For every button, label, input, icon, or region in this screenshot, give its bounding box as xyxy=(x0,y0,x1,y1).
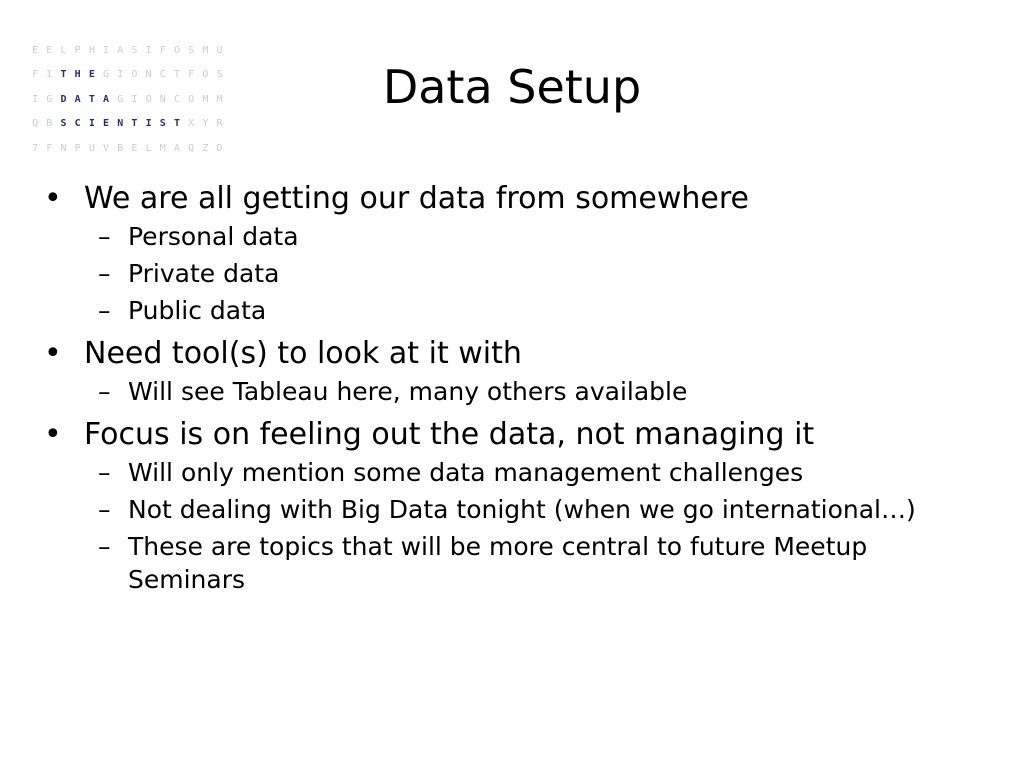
logo-letter: T xyxy=(88,93,95,105)
logo-row xyxy=(28,136,228,161)
logo-letter: Q xyxy=(32,118,39,130)
sub-bullet-item xyxy=(84,220,964,253)
logo-letter: E xyxy=(103,118,110,130)
logo-letter: I xyxy=(88,118,95,130)
bullet-list xyxy=(0,178,1024,596)
sub-bullet-item xyxy=(84,294,964,327)
logo-letter: O xyxy=(202,69,209,81)
logo-letter: A xyxy=(117,44,124,56)
logo-letter: C xyxy=(173,93,180,105)
logo-letter: T xyxy=(60,69,67,81)
sub-bullet-text: These are topics that will be more central to future Meetup Seminars xyxy=(128,532,868,594)
logo-letter: N xyxy=(117,118,124,130)
logo-letter: M xyxy=(159,142,166,154)
logo-letter: E xyxy=(88,69,95,81)
sub-bullet-marker: – xyxy=(98,532,111,561)
bullet-text: Focus is on feeling out the data, not managing it xyxy=(84,417,815,452)
logo-letter: D xyxy=(60,93,67,105)
sub-bullet-marker: – xyxy=(98,458,111,487)
logo-letter: U xyxy=(216,44,223,56)
sub-bullet-text: Personal data xyxy=(128,222,299,251)
logo-letter: S xyxy=(159,118,166,130)
logo-letter: C xyxy=(159,69,166,81)
sub-bullet-marker: – xyxy=(98,495,111,524)
logo-letter: Y xyxy=(202,118,209,130)
logo-letter: L xyxy=(60,44,67,56)
sub-bullet-text: Not dealing with Big Data tonight (when we go international…) xyxy=(128,495,916,524)
logo-letter: S xyxy=(216,69,223,81)
sub-bullet-text: Will see Tableau here, many others available xyxy=(128,377,688,406)
logo-letter: E xyxy=(131,142,138,154)
logo-letter: P xyxy=(74,44,81,56)
sub-bullet-item xyxy=(84,375,964,408)
logo-letter: B xyxy=(46,118,53,130)
logo-letter: G xyxy=(117,93,124,105)
logo-letter: E xyxy=(46,44,53,56)
logo-letter: L xyxy=(145,142,152,154)
sub-bullet-list xyxy=(84,375,964,408)
logo-letter: N xyxy=(60,142,67,154)
sub-bullet-marker: – xyxy=(98,296,111,325)
logo-letter: G xyxy=(46,93,53,105)
logo-letter: I xyxy=(46,69,53,81)
bullet-item xyxy=(0,333,1024,408)
logo-row xyxy=(28,112,228,137)
logo-letter: A xyxy=(103,93,110,105)
sub-bullet-item xyxy=(84,493,964,526)
logo-letter: R xyxy=(216,118,223,130)
logo-letter: 7 xyxy=(32,142,39,154)
sub-bullet-text: Private data xyxy=(128,259,280,288)
logo-letter: I xyxy=(32,93,39,105)
sub-bullet-item xyxy=(84,530,964,596)
sub-bullet-marker: – xyxy=(98,377,111,406)
logo-letter: M xyxy=(216,93,223,105)
logo-letter: M xyxy=(202,93,209,105)
logo-letter: I xyxy=(117,69,124,81)
logo-letter: P xyxy=(74,142,81,154)
logo-row xyxy=(28,38,228,63)
logo-letter: O xyxy=(188,93,195,105)
bullet-text: We are all getting our data from somewhere xyxy=(84,181,749,216)
logo-letter: Z xyxy=(202,142,209,154)
logo-letter: S xyxy=(131,44,138,56)
logo-letter: U xyxy=(88,142,95,154)
logo-letter: B xyxy=(117,142,124,154)
sub-bullet-list xyxy=(84,456,964,596)
logo-letter: O xyxy=(131,69,138,81)
logo-letter: F xyxy=(159,44,166,56)
logo-letter: T xyxy=(173,118,180,130)
logo-letter: V xyxy=(103,142,110,154)
logo-letter: H xyxy=(74,69,81,81)
bullet-marker: • xyxy=(44,417,62,452)
logo-letter: N xyxy=(159,93,166,105)
bullet-item xyxy=(0,178,1024,327)
logo-letter: C xyxy=(74,118,81,130)
logo-letter: H xyxy=(88,44,95,56)
logo-letter: T xyxy=(131,118,138,130)
logo-letter: D xyxy=(216,142,223,154)
bullet-marker: • xyxy=(44,181,62,216)
logo-letter: M xyxy=(202,44,209,56)
logo-letter: F xyxy=(46,142,53,154)
logo-letter: N xyxy=(145,69,152,81)
logo-letter: F xyxy=(32,69,39,81)
sub-bullet-text: Will only mention some data management challenges xyxy=(128,458,804,487)
logo-letter: A xyxy=(74,93,81,105)
logo-letter: F xyxy=(188,69,195,81)
logo-letter: S xyxy=(188,44,195,56)
sub-bullet-marker: – xyxy=(98,259,111,288)
logo-letter: I xyxy=(103,44,110,56)
bullet-marker: • xyxy=(44,336,62,371)
sub-bullet-item xyxy=(84,456,964,489)
logo-letter: S xyxy=(60,118,67,130)
slide-title: Data Setup xyxy=(382,60,642,114)
logo-letter: G xyxy=(103,69,110,81)
bullet-text: Need tool(s) to look at it with xyxy=(84,336,522,371)
logo-letter: I xyxy=(145,118,152,130)
logo-letter: E xyxy=(32,44,39,56)
logo-letter: I xyxy=(145,44,152,56)
logo-letter: Q xyxy=(188,142,195,154)
logo-letter: A xyxy=(173,142,180,154)
logo-letter: T xyxy=(173,69,180,81)
sub-bullet-marker: – xyxy=(98,222,111,251)
logo-letter: O xyxy=(173,44,180,56)
logo-letter: X xyxy=(188,118,195,130)
bullet-item xyxy=(0,414,1024,596)
sub-bullet-text: Public data xyxy=(128,296,267,325)
sub-bullet-item xyxy=(84,257,964,290)
logo-letter: O xyxy=(145,93,152,105)
slide-body xyxy=(0,178,1024,602)
sub-bullet-list xyxy=(84,220,964,327)
logo-letter: I xyxy=(131,93,138,105)
